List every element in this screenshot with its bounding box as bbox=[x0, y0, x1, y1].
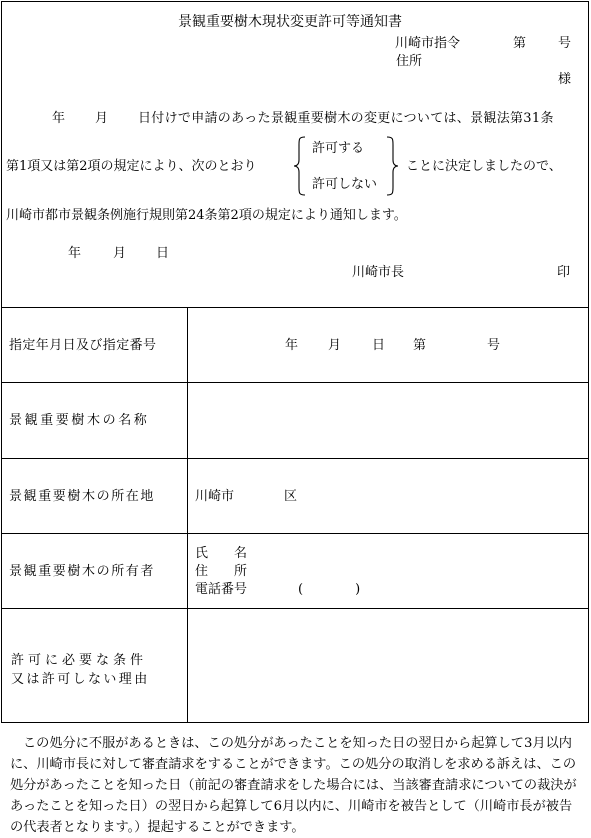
signature-year: 年 bbox=[68, 246, 82, 261]
option-permit: 許可する bbox=[312, 141, 365, 156]
label-conditions-line-2: 又は許可しない理由 bbox=[11, 672, 150, 687]
owner-name-label: 氏 名 bbox=[195, 546, 248, 561]
designation-tsuki: 月 bbox=[328, 338, 342, 353]
table-row-divider bbox=[2, 458, 588, 459]
body-date-month: 月 bbox=[95, 111, 109, 126]
owner-phone-label: 電話番号 bbox=[195, 582, 248, 597]
label-designation-date-number: 指定年月日及び指定番号 bbox=[9, 338, 157, 353]
appeal-notice: この処分に不服があるときは、この処分があったことを知った日の翌日から起算して3月以内に、川崎市長に対して審査請求をすることができます。この処分の取消しを求める訴えは、この処分があったことを知った日（前記の審査請求をした場合には、当該審査請求についての裁決があったことを知った日）の翌日から起算して6月以内に、川崎市を被告として（川崎市長が被告の代表者となります。）提起することができます。 bbox=[10, 736, 577, 835]
label-conditions-line-1: 許可に必要な条件 bbox=[11, 653, 148, 668]
designation-dai: 第 bbox=[413, 338, 427, 353]
label-tree-location: 景観重要樹木の所在地 bbox=[9, 489, 156, 504]
form-frame bbox=[1, 1, 589, 723]
recipient-sama: 様 bbox=[558, 72, 572, 87]
signature-day: 日 bbox=[156, 246, 170, 261]
mayor-name: 川崎市長 bbox=[352, 265, 405, 280]
seal-mark: 印 bbox=[557, 265, 571, 280]
signature-month: 月 bbox=[113, 246, 127, 261]
location-ku: 区 bbox=[284, 489, 298, 504]
body-line-1: 日付けで申請のあった景観重要樹木の変更については、景観法第31条 bbox=[138, 111, 554, 126]
body-line-2-post: ことに決定しましたので、 bbox=[406, 159, 562, 174]
table-row-divider bbox=[2, 382, 588, 383]
document-number-go: 号 bbox=[558, 36, 572, 51]
table-row-divider bbox=[2, 608, 588, 609]
body-date-year: 年 bbox=[52, 111, 66, 126]
owner-address-label: 住 所 bbox=[195, 564, 248, 579]
body-line-3: 川崎市都市景観条例施行規則第24条第2項の規定により通知します。 bbox=[6, 208, 407, 223]
table-row-divider bbox=[2, 533, 588, 534]
designation-go: 号 bbox=[487, 338, 501, 353]
recipient-address-label: 住所 bbox=[396, 54, 423, 69]
document-title: 景観重要樹木現状変更許可等通知書 bbox=[178, 14, 402, 30]
label-tree-name: 景観重要樹木の名称 bbox=[9, 413, 150, 428]
option-deny: 許可しない bbox=[312, 177, 378, 192]
table-column-divider bbox=[187, 308, 188, 722]
body-line-2-pre: 第1項又は第2項の規定により、次のとおり bbox=[6, 159, 257, 174]
designation-nen: 年 bbox=[285, 338, 299, 353]
table-top-rule bbox=[2, 307, 588, 308]
document-number-office: 川崎市指令 bbox=[395, 36, 461, 51]
document-number-dai: 第 bbox=[513, 36, 527, 51]
right-brace-icon bbox=[385, 135, 399, 197]
location-city: 川崎市 bbox=[195, 489, 235, 504]
designation-hi: 日 bbox=[372, 338, 386, 353]
owner-phone-paren: ( ) bbox=[298, 582, 361, 597]
label-tree-owner: 景観重要樹木の所有者 bbox=[9, 564, 156, 579]
left-brace-icon bbox=[293, 135, 307, 197]
